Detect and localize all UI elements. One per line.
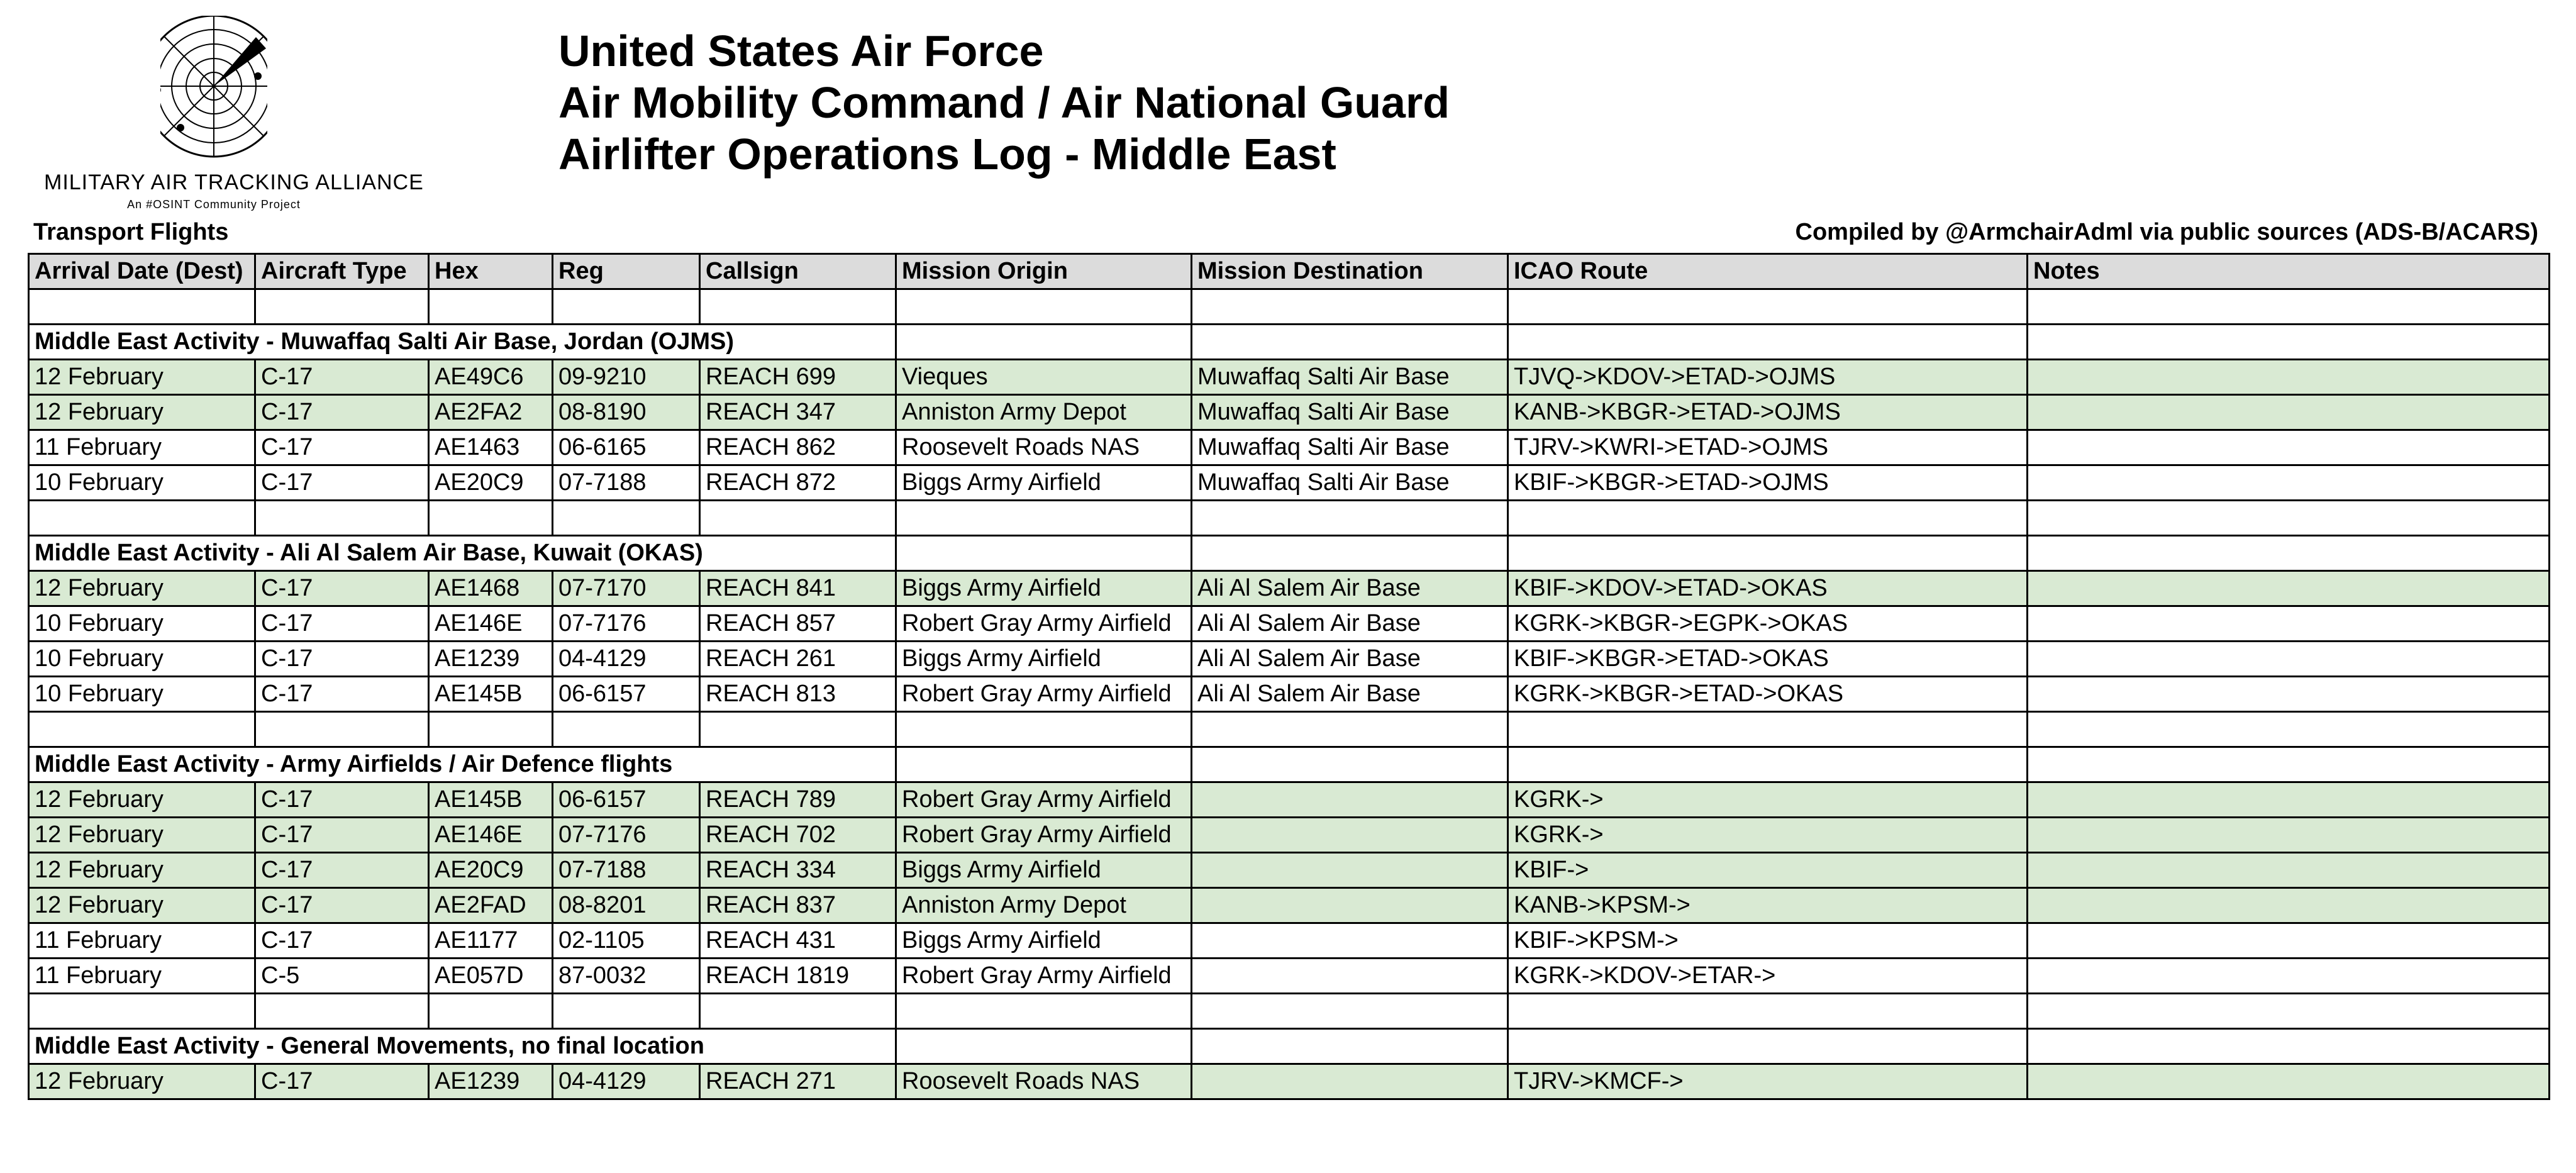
reg-cell: 06-6165 xyxy=(553,430,700,465)
empty-cell xyxy=(2028,536,2550,571)
empty-cell xyxy=(896,536,1192,571)
callsign-cell: REACH 702 xyxy=(700,818,896,853)
route-cell: TJRV->KWRI->ETAD->OJMS xyxy=(1508,430,2028,465)
route-cell: KBIF-> xyxy=(1508,853,2028,888)
aircraft-type-cell: C-17 xyxy=(255,571,429,606)
table-row xyxy=(29,395,2550,430)
aircraft-type-cell: C-17 xyxy=(255,888,429,923)
logo xyxy=(44,16,424,211)
empty-cell xyxy=(896,289,1192,325)
origin-cell: Biggs Army Airfield xyxy=(896,571,1192,606)
empty-cell xyxy=(896,501,1192,536)
section-header-row xyxy=(29,536,2550,571)
origin-cell: Anniston Army Depot xyxy=(896,395,1192,430)
table-body xyxy=(29,289,2550,1099)
hex-cell: AE057D xyxy=(429,959,553,994)
aircraft-type-cell: C-17 xyxy=(255,430,429,465)
callsign-cell: REACH 271 xyxy=(700,1064,896,1099)
route-cell: KBIF->KBGR->ETAD->OKAS xyxy=(1508,642,2028,677)
empty-cell xyxy=(553,994,700,1029)
hex-cell: AE145B xyxy=(429,677,553,712)
reg-cell: 02-1105 xyxy=(553,923,700,959)
origin-cell: Robert Gray Army Airfield xyxy=(896,677,1192,712)
notes-cell xyxy=(2028,360,2550,395)
column-header: Aircraft Type xyxy=(255,254,429,289)
route-cell: KBIF->KBGR->ETAD->OJMS xyxy=(1508,465,2028,501)
callsign-cell: REACH 261 xyxy=(700,642,896,677)
empty-cell xyxy=(553,289,700,325)
arrival-date-cell: 10 February xyxy=(29,606,255,642)
table-row xyxy=(29,430,2550,465)
empty-cell xyxy=(700,289,896,325)
column-header: Arrival Date (Dest) xyxy=(29,254,255,289)
destination-cell: Ali Al Salem Air Base xyxy=(1192,571,1508,606)
table-row xyxy=(29,606,2550,642)
empty-cell xyxy=(1192,325,1508,360)
column-header: Reg xyxy=(553,254,700,289)
empty-cell xyxy=(255,994,429,1029)
empty-cell xyxy=(29,501,255,536)
reg-cell: 08-8190 xyxy=(553,395,700,430)
destination-cell xyxy=(1192,853,1508,888)
destination-cell xyxy=(1192,782,1508,818)
column-header: Callsign xyxy=(700,254,896,289)
empty-cell xyxy=(896,747,1192,782)
empty-cell xyxy=(429,994,553,1029)
section-title: Middle East Activity - General Movements, no final location xyxy=(29,1029,896,1064)
aircraft-type-cell: C-5 xyxy=(255,959,429,994)
table-row xyxy=(29,923,2550,959)
reg-cell: 08-8201 xyxy=(553,888,700,923)
callsign-cell: REACH 837 xyxy=(700,888,896,923)
origin-cell: Robert Gray Army Airfield xyxy=(896,818,1192,853)
arrival-date-cell: 10 February xyxy=(29,465,255,501)
empty-cell xyxy=(255,289,429,325)
destination-cell: Ali Al Salem Air Base xyxy=(1192,677,1508,712)
empty-cell xyxy=(1192,994,1508,1029)
callsign-cell: REACH 789 xyxy=(700,782,896,818)
credit-line: Compiled by @ArmchairAdml via public sources (ADS-B/ACARS) xyxy=(1795,219,2538,245)
aircraft-type-cell: C-17 xyxy=(255,853,429,888)
logo-tagline: An #OSINT Community Project xyxy=(127,198,301,211)
notes-cell xyxy=(2028,853,2550,888)
empty-cell xyxy=(2028,501,2550,536)
reg-cell: 06-6157 xyxy=(553,782,700,818)
notes-cell xyxy=(2028,959,2550,994)
arrival-date-cell: 12 February xyxy=(29,782,255,818)
arrival-date-cell: 11 February xyxy=(29,959,255,994)
aircraft-type-cell: C-17 xyxy=(255,782,429,818)
empty-cell xyxy=(2028,712,2550,747)
title-line: Airlifter Operations Log - Middle East xyxy=(558,130,1336,179)
origin-cell: Roosevelt Roads NAS xyxy=(896,430,1192,465)
route-cell: TJVQ->KDOV->ETAD->OJMS xyxy=(1508,360,2028,395)
route-cell: KBIF->KDOV->ETAD->OKAS xyxy=(1508,571,2028,606)
arrival-date-cell: 12 February xyxy=(29,853,255,888)
route-cell: KGRK->KDOV->ETAR-> xyxy=(1508,959,2028,994)
reg-cell: 07-7188 xyxy=(553,853,700,888)
destination-cell xyxy=(1192,888,1508,923)
section-header-row xyxy=(29,1029,2550,1064)
empty-cell xyxy=(1508,712,2028,747)
empty-cell xyxy=(1508,747,2028,782)
empty-cell xyxy=(1508,536,2028,571)
hex-cell: AE1239 xyxy=(429,642,553,677)
empty-cell xyxy=(896,712,1192,747)
origin-cell: Biggs Army Airfield xyxy=(896,923,1192,959)
notes-cell xyxy=(2028,818,2550,853)
notes-cell xyxy=(2028,1064,2550,1099)
empty-cell xyxy=(255,712,429,747)
title-line: Air Mobility Command / Air National Guard xyxy=(558,78,1450,127)
notes-cell xyxy=(2028,606,2550,642)
table-row xyxy=(29,853,2550,888)
report-titles xyxy=(558,25,1450,180)
empty-cell xyxy=(255,501,429,536)
hex-cell: AE1468 xyxy=(429,571,553,606)
route-cell: KGRK->KBGR->EGPK->OKAS xyxy=(1508,606,2028,642)
table-row xyxy=(29,959,2550,994)
aircraft-type-cell: C-17 xyxy=(255,395,429,430)
empty-cell xyxy=(700,712,896,747)
callsign-cell: REACH 1819 xyxy=(700,959,896,994)
arrival-date-cell: 10 February xyxy=(29,677,255,712)
empty-cell xyxy=(1508,325,2028,360)
empty-cell xyxy=(1508,289,2028,325)
empty-cell xyxy=(1508,1029,2028,1064)
aircraft-type-cell: C-17 xyxy=(255,818,429,853)
column-header: Mission Origin xyxy=(896,254,1192,289)
reg-cell: 09-9210 xyxy=(553,360,700,395)
origin-cell: Robert Gray Army Airfield xyxy=(896,782,1192,818)
header-row xyxy=(29,254,2550,289)
destination-cell xyxy=(1192,818,1508,853)
notes-cell xyxy=(2028,430,2550,465)
notes-cell xyxy=(2028,571,2550,606)
reg-cell: 04-4129 xyxy=(553,1064,700,1099)
empty-cell xyxy=(1192,747,1508,782)
aircraft-type-cell: C-17 xyxy=(255,360,429,395)
origin-cell: Robert Gray Army Airfield xyxy=(896,606,1192,642)
spacer-row xyxy=(29,994,2550,1029)
column-header: Hex xyxy=(429,254,553,289)
empty-cell xyxy=(700,994,896,1029)
hex-cell: AE2FAD xyxy=(429,888,553,923)
route-cell: TJRV->KMCF-> xyxy=(1508,1064,2028,1099)
reg-cell: 04-4129 xyxy=(553,642,700,677)
empty-cell xyxy=(1192,1029,1508,1064)
arrival-date-cell: 12 February xyxy=(29,1064,255,1099)
table-row xyxy=(29,1064,2550,1099)
hex-cell: AE146E xyxy=(429,818,553,853)
hex-cell: AE146E xyxy=(429,606,553,642)
empty-cell xyxy=(1192,536,1508,571)
callsign-cell: REACH 699 xyxy=(700,360,896,395)
empty-cell xyxy=(896,1029,1192,1064)
hex-cell: AE1239 xyxy=(429,1064,553,1099)
operations-table xyxy=(28,253,2550,1100)
aircraft-type-cell: C-17 xyxy=(255,465,429,501)
notes-cell xyxy=(2028,677,2550,712)
empty-cell xyxy=(896,994,1192,1029)
column-header: Mission Destination xyxy=(1192,254,1508,289)
section-title: Middle East Activity - Army Airfields / Air Defence flights xyxy=(29,747,896,782)
section-header-row xyxy=(29,325,2550,360)
arrival-date-cell: 12 February xyxy=(29,818,255,853)
empty-cell xyxy=(1192,712,1508,747)
destination-cell: Muwaffaq Salti Air Base xyxy=(1192,360,1508,395)
hex-cell: AE49C6 xyxy=(429,360,553,395)
column-header: ICAO Route xyxy=(1508,254,2028,289)
table-row xyxy=(29,571,2550,606)
notes-cell xyxy=(2028,923,2550,959)
column-header: Notes xyxy=(2028,254,2550,289)
reg-cell: 87-0032 xyxy=(553,959,700,994)
empty-cell xyxy=(2028,747,2550,782)
empty-cell xyxy=(1508,994,2028,1029)
logo-name: MILITARY AIR TRACKING ALLIANCE xyxy=(44,170,424,194)
table-row xyxy=(29,360,2550,395)
notes-cell xyxy=(2028,395,2550,430)
radar-icon xyxy=(160,16,267,160)
reg-cell: 07-7176 xyxy=(553,818,700,853)
aircraft-type-cell: C-17 xyxy=(255,677,429,712)
section-header-row xyxy=(29,747,2550,782)
callsign-cell: REACH 862 xyxy=(700,430,896,465)
origin-cell: Vieques xyxy=(896,360,1192,395)
route-cell: KBIF->KPSM-> xyxy=(1508,923,2028,959)
arrival-date-cell: 12 February xyxy=(29,395,255,430)
empty-cell xyxy=(1508,501,2028,536)
callsign-cell: REACH 841 xyxy=(700,571,896,606)
aircraft-type-cell: C-17 xyxy=(255,642,429,677)
callsign-cell: REACH 813 xyxy=(700,677,896,712)
table-row xyxy=(29,465,2550,501)
arrival-date-cell: 10 February xyxy=(29,642,255,677)
route-cell: KGRK->KBGR->ETAD->OKAS xyxy=(1508,677,2028,712)
aircraft-type-cell: C-17 xyxy=(255,1064,429,1099)
aircraft-type-cell: C-17 xyxy=(255,606,429,642)
empty-cell xyxy=(700,501,896,536)
reg-cell: 07-7176 xyxy=(553,606,700,642)
empty-cell xyxy=(429,289,553,325)
origin-cell: Anniston Army Depot xyxy=(896,888,1192,923)
origin-cell: Biggs Army Airfield xyxy=(896,465,1192,501)
empty-cell xyxy=(2028,994,2550,1029)
empty-cell xyxy=(429,712,553,747)
destination-cell xyxy=(1192,923,1508,959)
origin-cell: Biggs Army Airfield xyxy=(896,853,1192,888)
aircraft-type-cell: C-17 xyxy=(255,923,429,959)
spacer-row xyxy=(29,289,2550,325)
route-cell: KANB->KBGR->ETAD->OJMS xyxy=(1508,395,2028,430)
callsign-cell: REACH 857 xyxy=(700,606,896,642)
section-title: Middle East Activity - Ali Al Salem Air Base, Kuwait (OKAS) xyxy=(29,536,896,571)
route-cell: KGRK-> xyxy=(1508,818,2028,853)
spacer-row xyxy=(29,712,2550,747)
table-row xyxy=(29,642,2550,677)
empty-cell xyxy=(29,289,255,325)
empty-cell xyxy=(1192,289,1508,325)
route-cell: KGRK-> xyxy=(1508,782,2028,818)
table-row xyxy=(29,677,2550,712)
route-cell: KANB->KPSM-> xyxy=(1508,888,2028,923)
hex-cell: AE20C9 xyxy=(429,853,553,888)
origin-cell: Biggs Army Airfield xyxy=(896,642,1192,677)
table-row xyxy=(29,818,2550,853)
empty-cell xyxy=(2028,325,2550,360)
hex-cell: AE2FA2 xyxy=(429,395,553,430)
callsign-cell: REACH 431 xyxy=(700,923,896,959)
reg-cell: 06-6157 xyxy=(553,677,700,712)
empty-cell xyxy=(2028,289,2550,325)
empty-cell xyxy=(1192,501,1508,536)
empty-cell xyxy=(429,501,553,536)
table-row xyxy=(29,782,2550,818)
hex-cell: AE1463 xyxy=(429,430,553,465)
empty-cell xyxy=(553,712,700,747)
notes-cell xyxy=(2028,642,2550,677)
arrival-date-cell: 11 February xyxy=(29,923,255,959)
origin-cell: Roosevelt Roads NAS xyxy=(896,1064,1192,1099)
arrival-date-cell: 12 February xyxy=(29,571,255,606)
empty-cell xyxy=(553,501,700,536)
spacer-row xyxy=(29,501,2550,536)
hex-cell: AE20C9 xyxy=(429,465,553,501)
notes-cell xyxy=(2028,782,2550,818)
callsign-cell: REACH 334 xyxy=(700,853,896,888)
notes-cell xyxy=(2028,888,2550,923)
destination-cell xyxy=(1192,1064,1508,1099)
notes-cell xyxy=(2028,465,2550,501)
destination-cell: Muwaffaq Salti Air Base xyxy=(1192,430,1508,465)
empty-cell xyxy=(896,325,1192,360)
reg-cell: 07-7170 xyxy=(553,571,700,606)
callsign-cell: REACH 347 xyxy=(700,395,896,430)
section-title: Middle East Activity - Muwaffaq Salti Air Base, Jordan (OJMS) xyxy=(29,325,896,360)
destination-cell: Ali Al Salem Air Base xyxy=(1192,642,1508,677)
destination-cell: Muwaffaq Salti Air Base xyxy=(1192,465,1508,501)
subtitle: Transport Flights xyxy=(33,219,229,245)
hex-cell: AE145B xyxy=(429,782,553,818)
empty-cell xyxy=(29,994,255,1029)
origin-cell: Robert Gray Army Airfield xyxy=(896,959,1192,994)
reg-cell: 07-7188 xyxy=(553,465,700,501)
destination-cell xyxy=(1192,959,1508,994)
table-row xyxy=(29,888,2550,923)
arrival-date-cell: 12 February xyxy=(29,360,255,395)
hex-cell: AE1177 xyxy=(429,923,553,959)
callsign-cell: REACH 872 xyxy=(700,465,896,501)
destination-cell: Ali Al Salem Air Base xyxy=(1192,606,1508,642)
empty-cell xyxy=(29,712,255,747)
arrival-date-cell: 12 February xyxy=(29,888,255,923)
empty-cell xyxy=(2028,1029,2550,1064)
arrival-date-cell: 11 February xyxy=(29,430,255,465)
title-line: United States Air Force xyxy=(558,26,1044,75)
destination-cell: Muwaffaq Salti Air Base xyxy=(1192,395,1508,430)
